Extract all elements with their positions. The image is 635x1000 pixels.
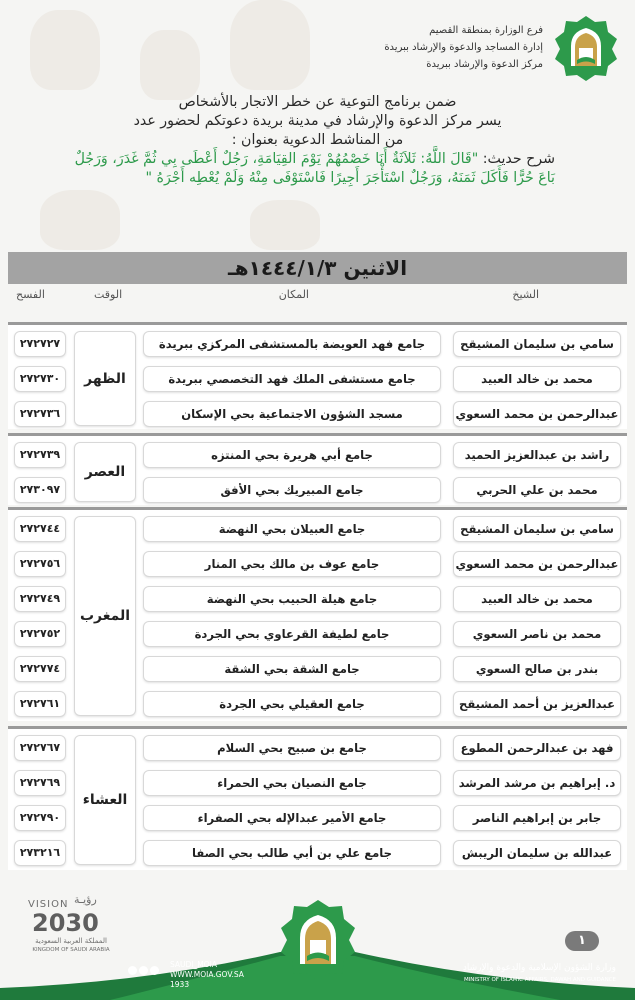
sheikh-cell: سامي بن سليمان المشيقح [453,331,621,357]
sheikh-cell: بندر بن صالح السعوي [453,656,621,682]
vision-ar: رؤيـة [74,893,97,906]
vision-en: VISION [28,899,69,910]
code-cell: ٢٧٣٠٩٧ [14,477,66,503]
day-title-bar: الاثنين ١٤٤٤/١/٣هـ [8,252,627,284]
time-label: العشاء [74,735,136,865]
hadith-prefix: شرح حديث: [478,151,555,167]
code-cell: ٢٧٢٧٢٧ [14,331,66,357]
place-cell: جامع بن صبيح بحي السلام [143,735,441,761]
sheikh-cell: محمد بن خالد العبيد [453,366,621,392]
footer-phone: 1933 [170,980,190,989]
place-cell: مسجد الشؤون الاجتماعية بحي الإسكان [143,401,441,427]
sheikh-cell: محمد بن خالد العبيد [453,586,621,612]
column-header-time: الوقت [94,288,123,301]
place-cell: جامع الشقة بحي الشقة [143,656,441,682]
background-fist-decoration [250,200,320,250]
footer-website[interactable]: WWW.MOIA.GOV.SA [170,970,244,979]
code-cell: ٢٧٢٧٧٤ [14,656,66,682]
place-cell: جامع لطيفة القرعاوي بحي الجردة [143,621,441,647]
sheikh-cell: د. إبراهيم بن مرشد المرشد [453,770,621,796]
place-cell: جامع علي بن أبي طالب بحي الصفا [143,840,441,866]
background-fist-decoration [140,30,200,100]
schedule-group-maghrib [8,507,627,721]
sheikh-cell: جابر بن إبراهيم الناصر [453,805,621,831]
table-row [8,764,627,800]
column-header-sheikh: الشيخ [512,288,539,301]
sheikh-cell: عبدالرحمن بن محمد السعوي [453,401,621,427]
table-row [8,834,627,870]
background-fist-decoration [40,190,120,250]
place-cell: جامع المبيريك بحي الأفق [143,477,441,503]
instagram-icon[interactable] [128,966,137,975]
table-row [8,799,627,835]
column-header-code: الفسح [16,288,45,301]
sheikh-cell: محمد بن ناصر السعوي [453,621,621,647]
youtube-icon[interactable] [150,966,159,975]
table-row [8,615,627,651]
code-cell: ٢٧٢٧٣٦ [14,401,66,427]
place-cell: جامع مستشفى الملك فهد التخصصي ببريدة [143,366,441,392]
time-label: العصر [74,442,136,502]
table-row [8,650,627,686]
sheikh-cell: عبدالعزيز بن أحمد المشيقح [453,691,621,717]
column-headers [8,286,627,306]
organization-lines [323,22,543,73]
background-fist-decoration [30,10,100,90]
kingdom-en: KINGDOM OF SAUDI ARABIA [32,947,110,953]
place-cell: جامع هيلة الحبيب بحي النهضة [143,586,441,612]
place-cell: جامع عوف بن مالك بحي المنار [143,551,441,577]
code-cell: ٢٧٢٧٣٠ [14,366,66,392]
code-cell: ٢٧٢٧٥٦ [14,551,66,577]
twitter-icon[interactable] [139,966,148,975]
time-label: المغرب [74,516,136,716]
intro-line-3: من المناشط الدعوية بعنوان : [231,132,404,148]
code-cell: ٢٧٣٢١٦ [14,840,66,866]
table-row [8,471,627,507]
schedule-group-isha [8,726,627,870]
code-cell: ٢٧٢٧٣٩ [14,442,66,468]
schedule-group-dhuhr [8,322,627,429]
kingdom-ar: المملكة العربية السعودية [35,937,107,945]
table-row [8,580,627,616]
org-line-1: فرع الوزارة بمنطقة القصيم [429,25,543,36]
ministry-footer-logo-icon [276,898,360,988]
sheikh-cell: محمد بن علي الحربي [453,477,621,503]
code-cell: ٢٧٢٧٦٧ [14,735,66,761]
code-cell: ٢٧٢٧٥٢ [14,621,66,647]
ministry-name-en: MINISTRY OF ISLAMIC AFFAIRS, DAWAH AND GUIDANCE [463,977,616,983]
table-row [8,545,627,581]
code-cell: ٢٧٢٧٤٩ [14,586,66,612]
table-row [8,360,627,396]
footer-contact [170,960,280,990]
sheikh-cell: سامي بن سليمان المشيقح [453,516,621,542]
ministry-name-ar: وزارة الشؤون الإسلامية والدعوة والإرشاد [462,963,616,973]
hadith-text: "قَالَ اللَّهُ: ثَلاَثَةٌ أَنَا خَصْمُهُمْ يَوْمَ القِيَامَةِ، رَجُلٌ أَعْطَى بِي ثُمَّ غَدَرَ، وَرَجُلٌ بَاعَ حُرًّا فَأَكَلَ ثَمَنَهُ، وَرَجُلٌ اسْتَأْجَرَ أَجِيرًا فَاسْتَوْفَى مِنْهُ وَلَمْ يُعْطِه أَجْرَهُ " [74,151,555,186]
place-cell: جامع النصيان بحي الحمراء [143,770,441,796]
background-fist-decoration [230,0,310,90]
table-row [8,685,627,721]
place-cell: جامع أبي هريرة بحي المنتزه [143,442,441,468]
schedule-group-asr [8,433,627,505]
intro-line-2: يسر مركز الدعوة والإرشاد في مدينة بريدة دعوتكم لحضور عدد [133,113,502,129]
place-cell: جامع الأمير عبدالإله بحي الصفراء [143,805,441,831]
code-cell: ٢٧٢٧٤٤ [14,516,66,542]
table-row [8,436,627,472]
hadith-block [20,150,615,188]
table-row [8,325,627,361]
page-number: ١ [565,931,599,951]
sheikh-cell: عبدالله بن سليمان الريبش [453,840,621,866]
footer-ministry [378,962,616,986]
place-cell: جامع فهد العويضة بالمستشفى المركزي ببريدة [143,331,441,357]
sheikh-cell: راشد بن عبدالعزيز الحميد [453,442,621,468]
place-cell: جامع العقيلي بحي الجردة [143,691,441,717]
org-line-2: إدارة المساجد والدعوة والإرشاد ببريدة [384,42,543,53]
intro-text [20,93,615,188]
table-row [8,510,627,546]
code-cell: ٢٧٢٧٦١ [14,691,66,717]
vision-year: 2030 [32,909,99,937]
org-line-3: مركز الدعوة والإرشاد ببريدة [426,59,543,70]
table-row [8,395,627,431]
code-cell: ٢٧٢٧٩٠ [14,805,66,831]
intro-line-1: ضمن برنامج التوعية عن خطر الاتجار بالأشخاص [178,94,457,110]
social-icons [128,960,168,979]
column-header-place: المكان [278,288,309,301]
table-row [8,729,627,765]
footer-handle[interactable]: SAUDI_MOIA [170,960,217,969]
place-cell: جامع العبيلان بحي النهضة [143,516,441,542]
sheikh-cell: فهد بن عبدالرحمن المطوع [453,735,621,761]
code-cell: ٢٧٢٧٦٩ [14,770,66,796]
sheikh-cell: عبدالرحمن بن محمد السعوي [453,551,621,577]
ministry-logo-icon [551,14,621,82]
time-label: الظهر [74,331,136,426]
